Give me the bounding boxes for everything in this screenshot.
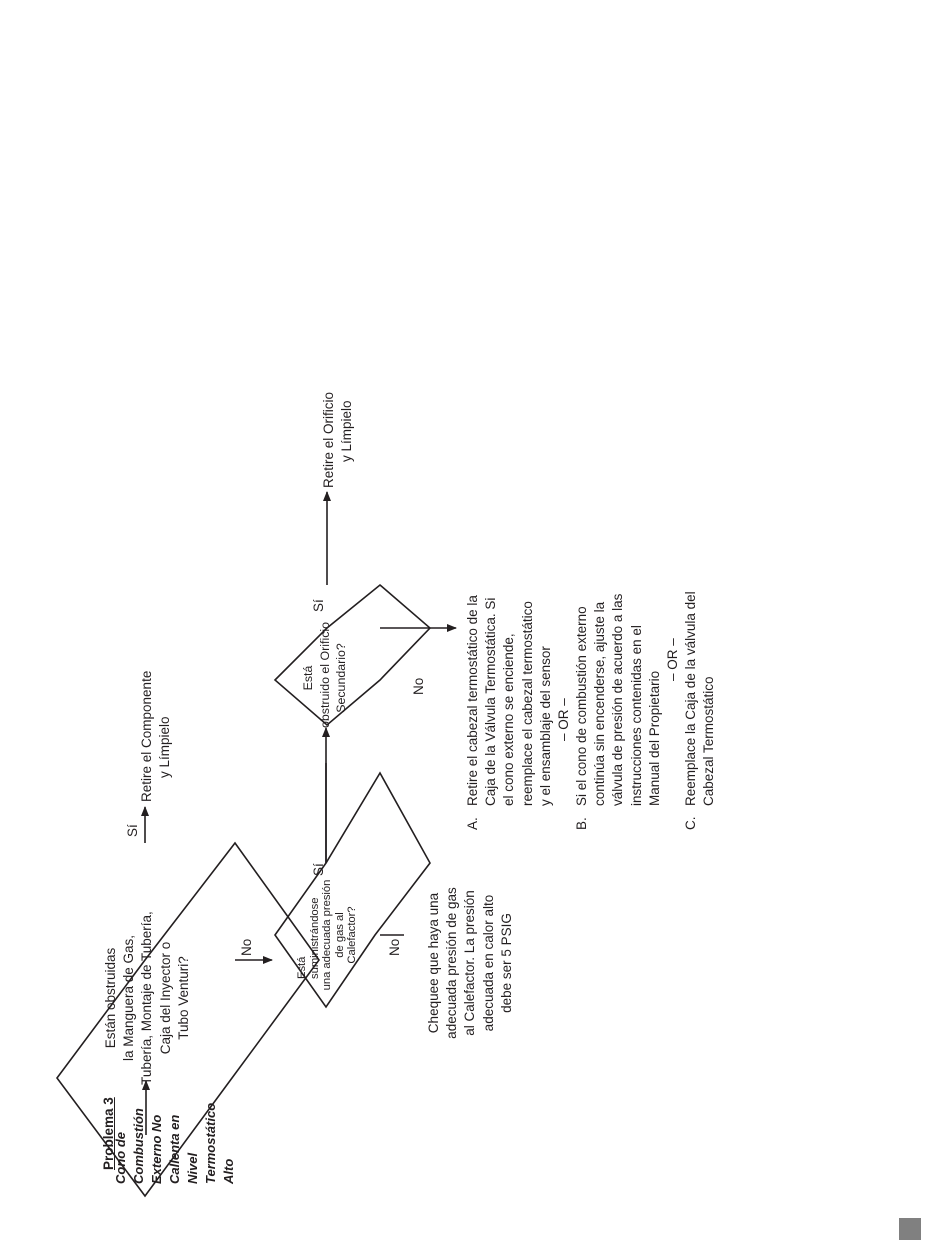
troubleshooting-flowchart: Problema 3 Cono de Combustión Externo No Callenta en Nivel Termostático Alto Están obstruidas la Manguera de Gas, Tubería, Montaje de Tubería, Caja del Inyector o Tubo Venturi? Retire el Componente y Límpielo Está suministrándose una adecuada presión de gas al Calefactor? Chequee que haya una adecuada presión de gas al Calefactor. La presión adecuada en calor alto debe ser 5 PSIG Está obstruido el Orificio Secundario? Retire el Orificio y Límpielo Sí No Sí No Sí No A. Retire el cabezal termostático de la Caja de la Válvula Termostática. Si el cono externo se enciende, reemplace el cabezal termostático y el ensamblaje del sensor – OR – B. Si el cono de combustión externo continúa sin encenderse, ajuste la válvula de presión de acuerdo a las instrucciones contenidas en el Manual del Propietario – OR – C. Reemplace la Caja de la válvula del Cabezal Termostático — [0, 0, 950, 1248]
remedy-label: C. — [683, 816, 698, 830]
edge-label-q1-yes: Sí — [125, 824, 140, 837]
action-q2-no: Chequee que haya una adecuada presión de gas al Calefactor. La presión adecuada en calor alto debe ser 5 PSIG — [426, 887, 514, 1039]
remedy-label: B. — [574, 817, 589, 830]
symptom-line: Externo No — [149, 1114, 164, 1184]
action-q3-yes: Retire el Orificio y Límpielo — [321, 391, 355, 488]
problem-title: Problema 3 — [101, 1097, 116, 1170]
decision-q1-text: Están obstruidas la Manguera de Gas, Tubería, Montaje de Tubería, Caja del Inyector o Tubo Venturi? — [103, 911, 191, 1085]
symptom-line: Callenta en — [167, 1114, 182, 1184]
separator-or: – OR – — [665, 638, 680, 681]
remedy-label: A. — [465, 817, 480, 830]
edge-label-q1-no: No — [239, 938, 254, 956]
decision-q3-text: Está obstruido el Orificio Secundario? — [301, 621, 348, 728]
edge-label-q2-no: No — [387, 938, 402, 956]
edge-label-q3-yes: Sí — [311, 599, 326, 612]
edge-label-q3-no: No — [411, 677, 426, 695]
decision-q2-text: Está suministrándose una adecuada presión de gas al Calefactor? — [296, 879, 359, 991]
symptom-line: Termostático — [203, 1102, 218, 1184]
symptom-line: Nivel — [185, 1152, 200, 1184]
separator-or: – OR – — [556, 698, 571, 741]
symptom-line: Alto — [221, 1158, 236, 1184]
symptom-line: Cono de — [113, 1132, 128, 1184]
symptom-line: Combustión — [131, 1108, 146, 1184]
page-corner-marker — [899, 1218, 921, 1240]
decision-diamond-q3 — [275, 585, 430, 725]
edge-label-q2-yes: Sí — [311, 863, 326, 876]
action-q1-yes: Retire el Componente y Límpielo — [139, 670, 173, 802]
